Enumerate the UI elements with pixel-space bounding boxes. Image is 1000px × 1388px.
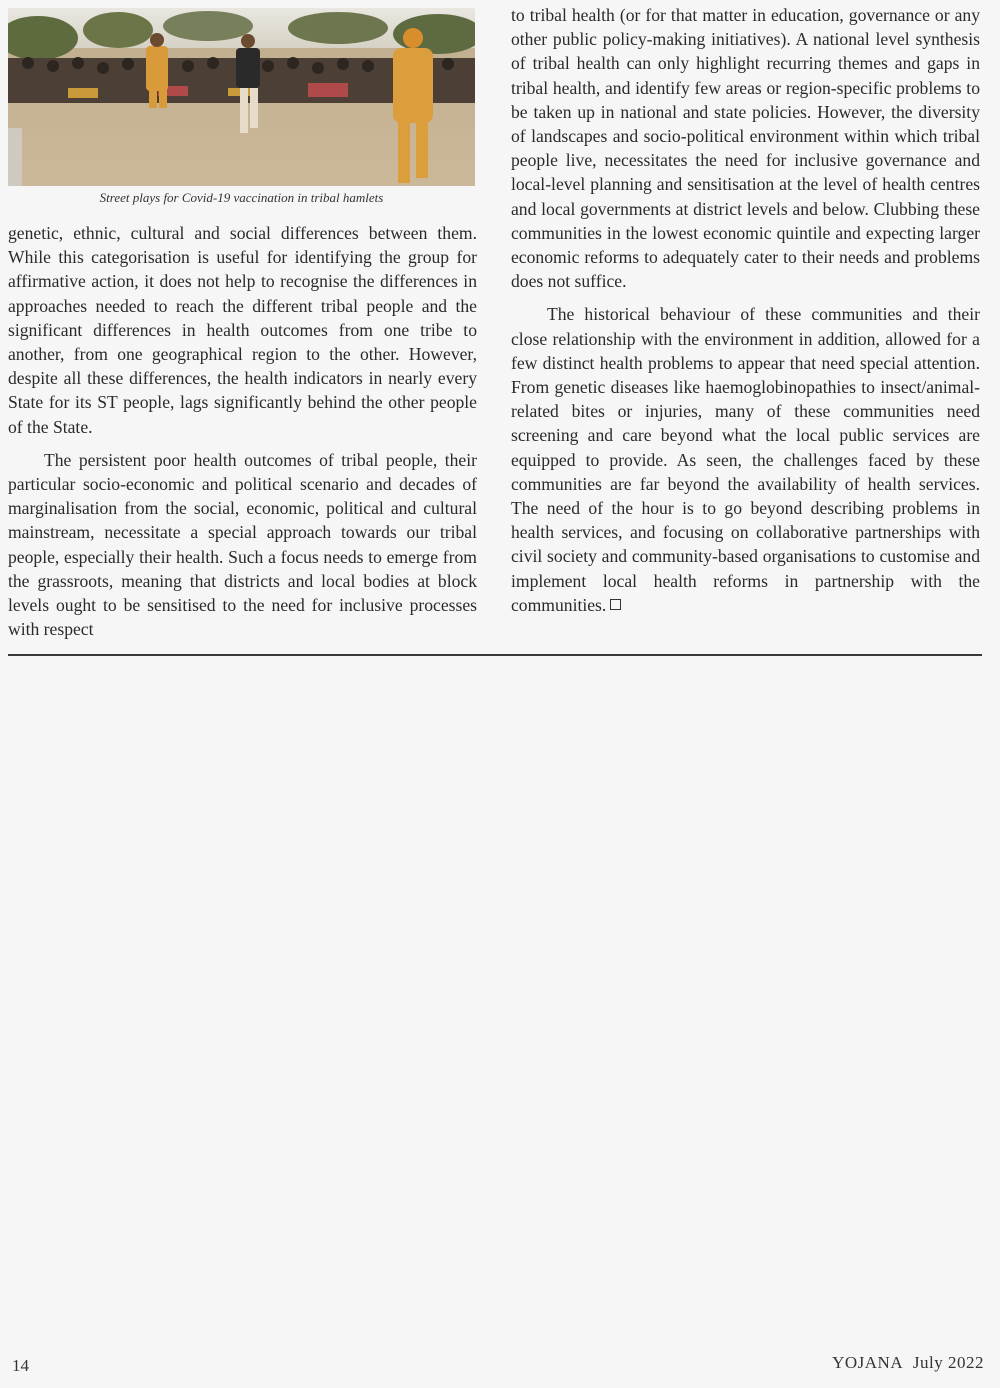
body-paragraph [511,302,980,617]
section-divider [8,654,982,656]
body-paragraph: genetic, ethnic, cultural and social differences between them. While this categorisation is useful for identifying the group for affirmative action, it does not help to recognise the differences in approaches needed to reach the different tribal people and the significant differences in health outcomes from one tribe to another, from one geographical region to the other. However, despite all these differences, the health indicators in nearly every State for its ST people, lags significantly behind the other people of the State. [8,223,477,437]
body-paragraph: The persistent poor health outcomes of tribal people, their particular socio-economic and political scenario and decades of marginalisation from the social, economic, political and cultural mainstream, necessitate a special approach towards our tribal people, especially their health. Such a focus needs to emerge from the grassroots, meaning that districts and local bodies at block levels ought to be sensitised to the need for inclusive processes with respect [8,449,477,640]
magazine-name: YOJANA [832,1353,903,1372]
footer-masthead [826,1353,984,1373]
left-column [8,221,477,641]
right-column [511,3,980,617]
street-play-photo [8,8,475,186]
end-of-article-icon [610,599,621,610]
body-paragraph-text: The historical behaviour of these communities and their close relationship with the environment in addition, allowed for a few distinct health problems to appear that need special attention. From genetic diseases like haemoglobinopathies to insect/animal-related bites or injuries, many of these communities need screening and care beyond what the local public services are equipped to provide. As seen, the challenges faced by these communities are far beyond the availability of health services. The need of the hour is to go beyond describing problems in health services, and focusing on collaborative partnerships with civil society and community-based organisations to customise and implement local health reforms in partnership with the communities. [511,304,980,615]
page-number: 14 [12,1356,29,1375]
photo-caption: Street plays for Covid-19 vaccination in tribal hamlets [99,190,384,205]
body-paragraph: to tribal health (or for that matter in education, governance or any other public policy-making initiatives). A national level synthesis of tribal health can only highlight recurring themes and gaps in tribal health, and identify few areas or region-specific problems to be taken up in national and state policies. However, the diversity of landscapes and socio-political environment within which tribal people live, necessitates the need for inclusive governance and local-level planning and sensitisation at the level of health centres and local governments at district levels and below. Clubbing these communities in the lowest economic quintile and expecting larger economic reforms to adequately cater to their needs and problems does not suffice. [511,5,980,292]
issue-date: July 2022 [912,1353,984,1372]
